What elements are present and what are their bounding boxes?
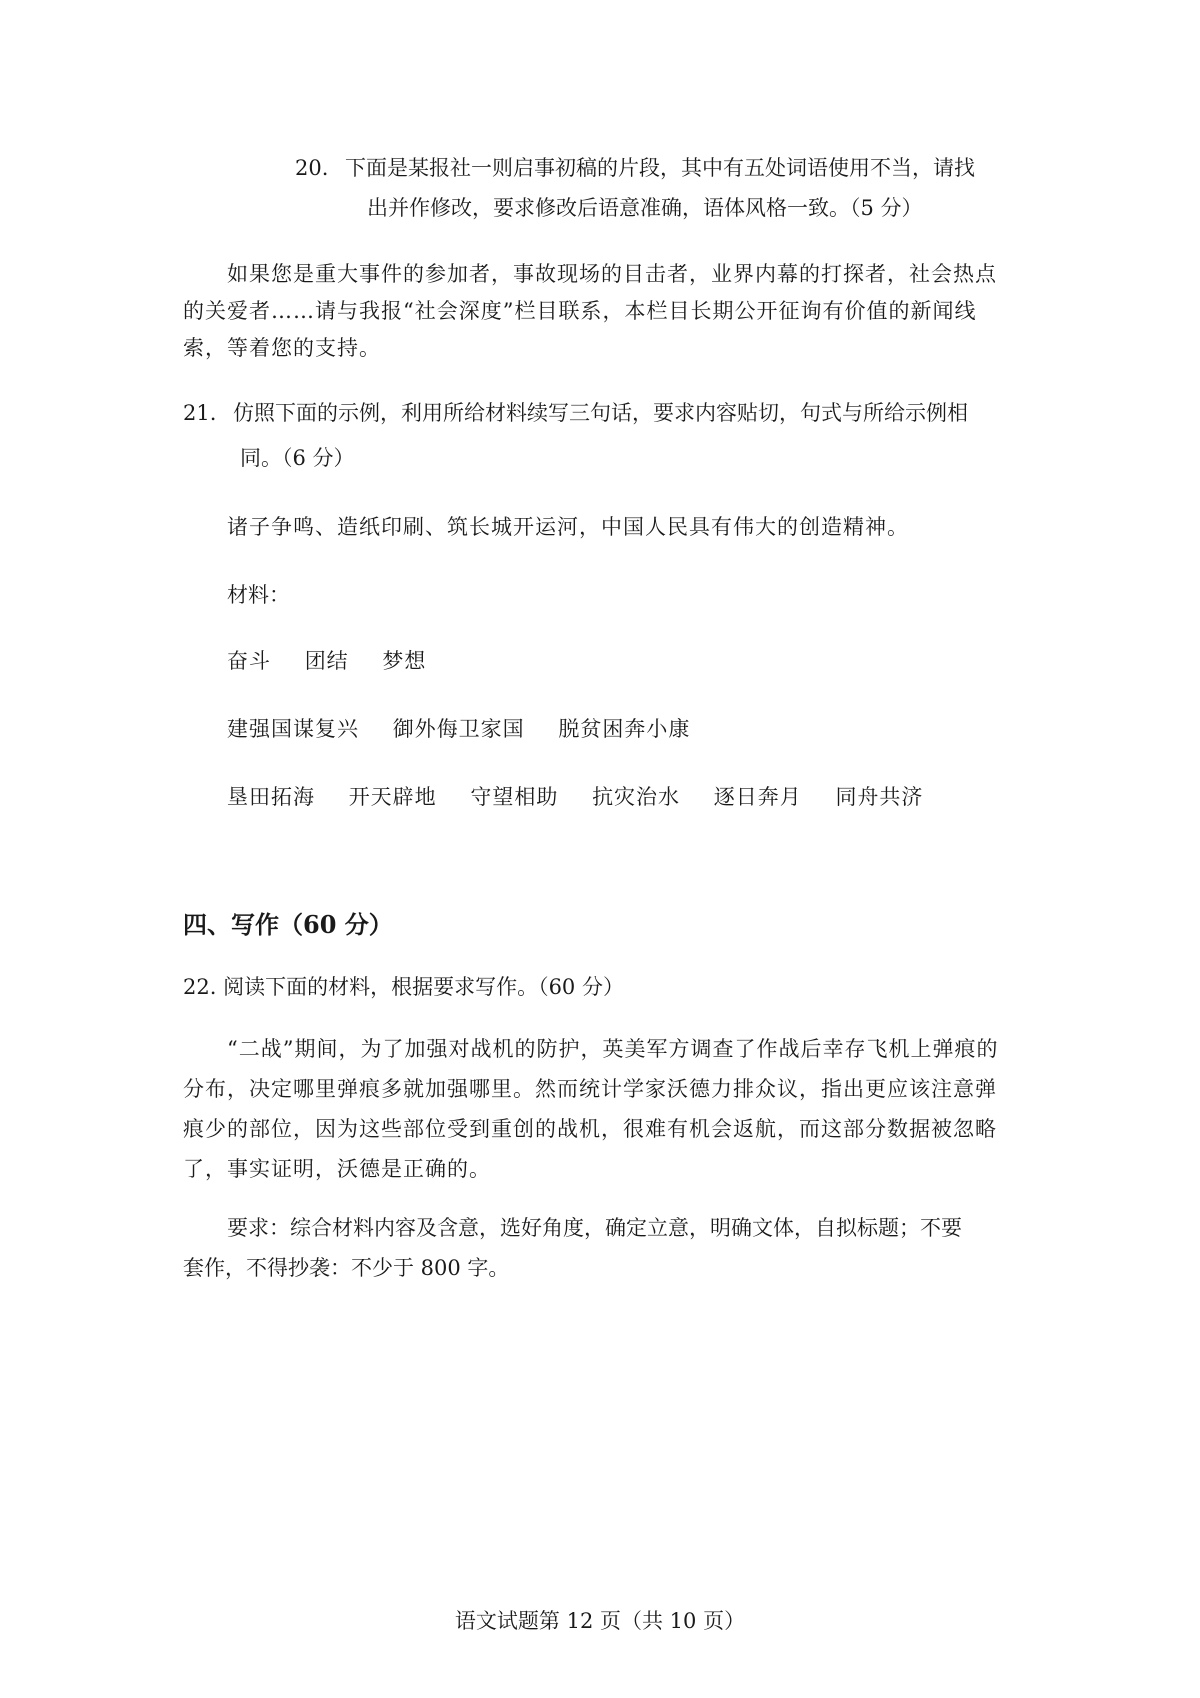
q20-prompt-line2: 出并作修改，要求修改后语意准确，语体风格一致。（5 分） — [367, 196, 923, 220]
q21-words-row3 — [227, 782, 923, 812]
q21-prompt-line2: 同。（6 分） — [240, 446, 355, 470]
page-footer: 语文试题第 12 页（共 10 页） — [454, 1609, 746, 1633]
q20-passage-line2: 的关爱者……请与我报“社会深度”栏目联系，本栏目长期公开征询有价值的新闻线 — [183, 299, 977, 323]
q22-requirement-line2: 套作，不得抄袭：不少于 800 字。 — [183, 1256, 510, 1280]
word-item: 同舟共济 — [835, 785, 924, 809]
word-item: 守望相助 — [470, 785, 559, 809]
q21-example: 诸子争鸣、造纸印刷、筑长城开运河，中国人民具有伟大的创造精神。 — [227, 515, 909, 539]
q20-number: 20. — [295, 156, 329, 180]
q21-prompt-line1: 仿照下面的示例，利用所给材料续写三句话，要求内容贴切，句式与所给示例相 — [233, 401, 968, 425]
word-item: 抗灾治水 — [592, 785, 681, 809]
q21-words-row2 — [227, 714, 690, 744]
word-item: 垦田拓海 — [227, 785, 315, 809]
section-heading: 四、写作（60 分） — [183, 910, 393, 939]
q22-prompt: 22. 阅读下面的材料，根据要求写作。（60 分） — [183, 975, 624, 999]
word-item: 团结 — [304, 649, 349, 673]
q20-passage-line1: 如果您是重大事件的参加者，事故现场的目击者，业界内幕的打探者，社会热点 — [227, 262, 997, 286]
word-item: 御外侮卫家国 — [392, 717, 525, 741]
q20-prompt-line1: 下面是某报社一则启事初稿的片段，其中有五处词语使用不当，请找 — [345, 156, 975, 180]
q22-passage-line3: 痕少的部位，因为这些部位受到重创的战机，很难有机会返航，而这部分数据被忽略 — [183, 1117, 997, 1141]
word-item: 梦想 — [382, 649, 427, 673]
q22-requirement-line1: 要求：综合材料内容及含意，选好角度，确定立意，明确文体，自拟标题；不要 — [227, 1216, 962, 1240]
q21-number: 21. — [183, 401, 217, 425]
q22-passage-line2: 分布，决定哪里弹痕多就加强哪里。然而统计学家沃德力排众议，指出更应该注意弹 — [183, 1077, 997, 1101]
word-item: 建强国谋复兴 — [227, 717, 359, 741]
q22-passage-line1: “二战”期间，为了加强对战机的防护，英美军方调查了作战后幸存飞机上弹痕的 — [227, 1037, 999, 1061]
word-item: 奋斗 — [227, 649, 271, 673]
q21-material-label: 材料： — [227, 583, 290, 607]
q21-words-row1 — [227, 646, 426, 676]
q20-passage-line3: 索，等着您的支持。 — [183, 336, 381, 360]
word-item: 逐日奔月 — [713, 785, 802, 809]
q22-passage-line4: 了，事实证明，沃德是正确的。 — [183, 1157, 491, 1181]
word-item: 开天辟地 — [348, 785, 437, 809]
word-item: 脱贫困奔小康 — [558, 717, 691, 741]
